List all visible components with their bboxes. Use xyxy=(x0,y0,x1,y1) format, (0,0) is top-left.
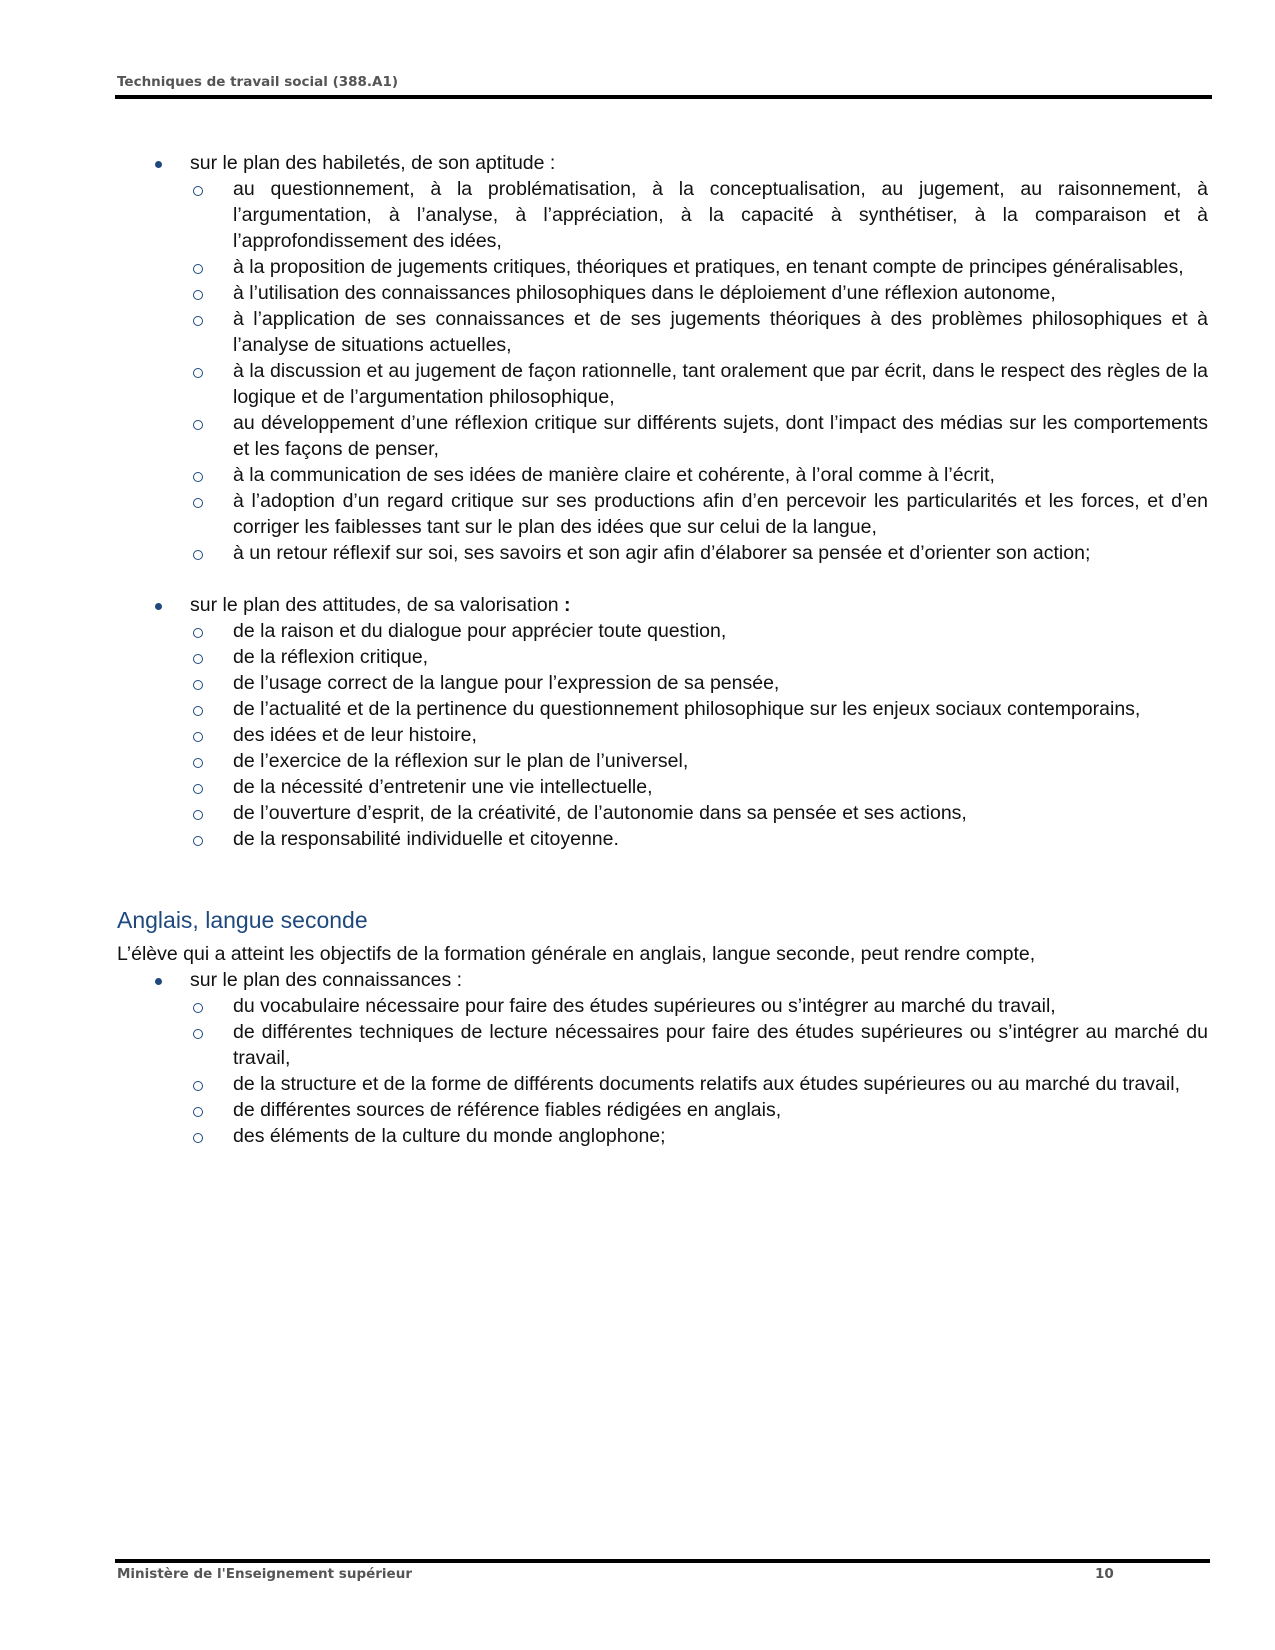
sub-list-item xyxy=(190,176,1208,254)
document-body xyxy=(117,150,1208,1149)
list-item xyxy=(117,967,1208,1149)
circle-bullet-icon xyxy=(193,1003,203,1013)
sub-list-item xyxy=(190,800,1208,826)
sub-item-text: à l’adoption d’un regard critique sur ses productions afin d’en percevoir les particularités et les forces, et d’en corriger les faiblesses tant sur le plan des idées que sur celui de la langue, xyxy=(233,490,1208,538)
circle-bullet-icon xyxy=(193,316,203,326)
sub-list-item xyxy=(190,618,1208,644)
circle-bullet-icon xyxy=(193,368,203,378)
sub-list-item xyxy=(190,670,1208,696)
sub-item-text: à l’utilisation des connaissances philosophiques dans le déploiement d’une réflexion autonome, xyxy=(233,282,1056,304)
sub-list-item xyxy=(190,722,1208,748)
sub-list-item xyxy=(190,280,1208,306)
sub-item-text: de la raison et du dialogue pour apprécier toute question, xyxy=(233,620,727,642)
sub-list-item xyxy=(190,774,1208,800)
sub-item-text: à la discussion et au jugement de façon rationnelle, tant oralement que par écrit, dans le respect des règles de la logique et de l’argumentation philosophique, xyxy=(233,360,1208,408)
sublist xyxy=(190,176,1208,566)
sub-item-text: au développement d’une réflexion critique sur différents sujets, dont l’impact des médias sur les comportements et les façons de penser, xyxy=(233,412,1208,460)
intro-paragraph: L’élève qui a atteint les objectifs de la formation générale en anglais, langue seconde, peut rendre compte, xyxy=(117,943,1036,965)
bullet-text: sur le plan des habiletés, de son aptitude : xyxy=(190,152,556,174)
sub-list-item xyxy=(190,540,1208,566)
sub-list-item xyxy=(190,826,1208,852)
sub-list-item xyxy=(190,993,1208,1019)
sub-list-item xyxy=(190,1019,1208,1071)
circle-bullet-icon xyxy=(193,810,203,820)
sub-item-text: de différentes techniques de lecture nécessaires pour faire des études supérieures ou s’intégrer au marché du travail, xyxy=(233,1021,1208,1069)
sub-item-text: à l’application de ses connaissances et de ses jugements théoriques à des problèmes philosophiques et à l’analyse de situations actuelles, xyxy=(233,308,1208,356)
circle-bullet-icon xyxy=(193,1107,203,1117)
circle-bullet-icon xyxy=(193,758,203,768)
circle-bullet-icon xyxy=(193,186,203,196)
circle-bullet-icon xyxy=(193,264,203,274)
sub-list-item xyxy=(190,696,1208,722)
circle-bullet-icon xyxy=(193,1029,203,1039)
sub-list-item xyxy=(190,1123,1208,1149)
sub-list-item xyxy=(190,644,1208,670)
bullet-icon xyxy=(155,161,162,168)
sub-item-text: de la responsabilité individuelle et citoyenne. xyxy=(233,828,619,850)
sub-item-text: de l’actualité et de la pertinence du questionnement philosophique sur les enjeux sociaux contemporains, xyxy=(233,698,1141,720)
circle-bullet-icon xyxy=(193,706,203,716)
bullet-icon xyxy=(155,603,162,610)
attitudes-list xyxy=(117,592,1208,852)
sub-item-text: de l’exercice de la réflexion sur le plan de l’universel, xyxy=(233,750,689,772)
circle-bullet-icon xyxy=(193,654,203,664)
circle-bullet-icon xyxy=(193,472,203,482)
footer-rule xyxy=(115,1559,1210,1563)
sub-item-text: de la nécessité d’entretenir une vie intellectuelle, xyxy=(233,776,653,798)
circle-bullet-icon xyxy=(193,550,203,560)
sub-list-item xyxy=(190,1071,1208,1097)
sub-item-text: des idées et de leur histoire, xyxy=(233,724,477,746)
circle-bullet-icon xyxy=(193,420,203,430)
connaissances-list xyxy=(117,967,1208,1149)
running-footer: Ministère de l'Enseignement supérieur xyxy=(117,1566,412,1582)
sub-list-item xyxy=(190,410,1208,462)
sub-item-text: à un retour réflexif sur soi, ses savoirs et son agir afin d’élaborer sa pensée et d’orienter son action; xyxy=(233,542,1091,564)
running-header: Techniques de travail social (388.A1) xyxy=(117,74,399,90)
sub-item-text: à la communication de ses idées de manière claire et cohérente, à l’oral comme à l’écrit, xyxy=(233,464,995,486)
bullet-text: sur le plan des attitudes, de sa valorisation xyxy=(190,594,559,616)
sub-list-item xyxy=(190,488,1208,540)
sub-list-item xyxy=(190,748,1208,774)
section-heading: Anglais, langue seconde xyxy=(117,907,368,933)
sub-list-item xyxy=(190,1097,1208,1123)
sub-item-text: de différentes sources de référence fiables rédigées en anglais, xyxy=(233,1099,782,1121)
sub-item-text: au questionnement, à la problématisation, à la conceptualisation, au jugement, au raisonnement, à l’argumentation, à l’analyse, à l’appréciation, à la capacité à synthétiser, à la comparaison et à l’approfondissement des idées, xyxy=(233,178,1208,252)
sub-item-text: des éléments de la culture du monde anglophone; xyxy=(233,1125,666,1147)
circle-bullet-icon xyxy=(193,680,203,690)
list-item xyxy=(117,150,1208,566)
bullet-colon: : xyxy=(558,594,571,616)
page-number: 10 xyxy=(1095,1566,1114,1582)
sub-item-text: de l’usage correct de la langue pour l’expression de sa pensée, xyxy=(233,672,780,694)
circle-bullet-icon xyxy=(193,732,203,742)
header-rule xyxy=(115,95,1212,99)
circle-bullet-icon xyxy=(193,1081,203,1091)
sub-item-text: du vocabulaire nécessaire pour faire des études supérieures ou s’intégrer au marché du travail, xyxy=(233,995,1056,1017)
habiletes-list xyxy=(117,150,1208,566)
circle-bullet-icon xyxy=(193,290,203,300)
sublist xyxy=(190,993,1208,1149)
circle-bullet-icon xyxy=(193,628,203,638)
sub-item-text: de la structure et de la forme de différents documents relatifs aux études supérieures ou au marché du travail, xyxy=(233,1073,1180,1095)
sub-item-text: de l’ouverture d’esprit, de la créativité, de l’autonomie dans sa pensée et ses actions, xyxy=(233,802,967,824)
circle-bullet-icon xyxy=(193,836,203,846)
circle-bullet-icon xyxy=(193,1133,203,1143)
circle-bullet-icon xyxy=(193,784,203,794)
bullet-icon xyxy=(155,978,162,985)
sub-list-item xyxy=(190,358,1208,410)
sub-item-text: de la réflexion critique, xyxy=(233,646,429,668)
circle-bullet-icon xyxy=(193,498,203,508)
bullet-text: sur le plan des connaissances : xyxy=(190,969,463,991)
sub-item-text: à la proposition de jugements critiques, théoriques et pratiques, en tenant compte de principes généralisables, xyxy=(233,256,1184,278)
sub-list-item xyxy=(190,462,1208,488)
sublist xyxy=(190,618,1208,852)
list-item xyxy=(117,592,1208,852)
sub-list-item xyxy=(190,254,1208,280)
sub-list-item xyxy=(190,306,1208,358)
